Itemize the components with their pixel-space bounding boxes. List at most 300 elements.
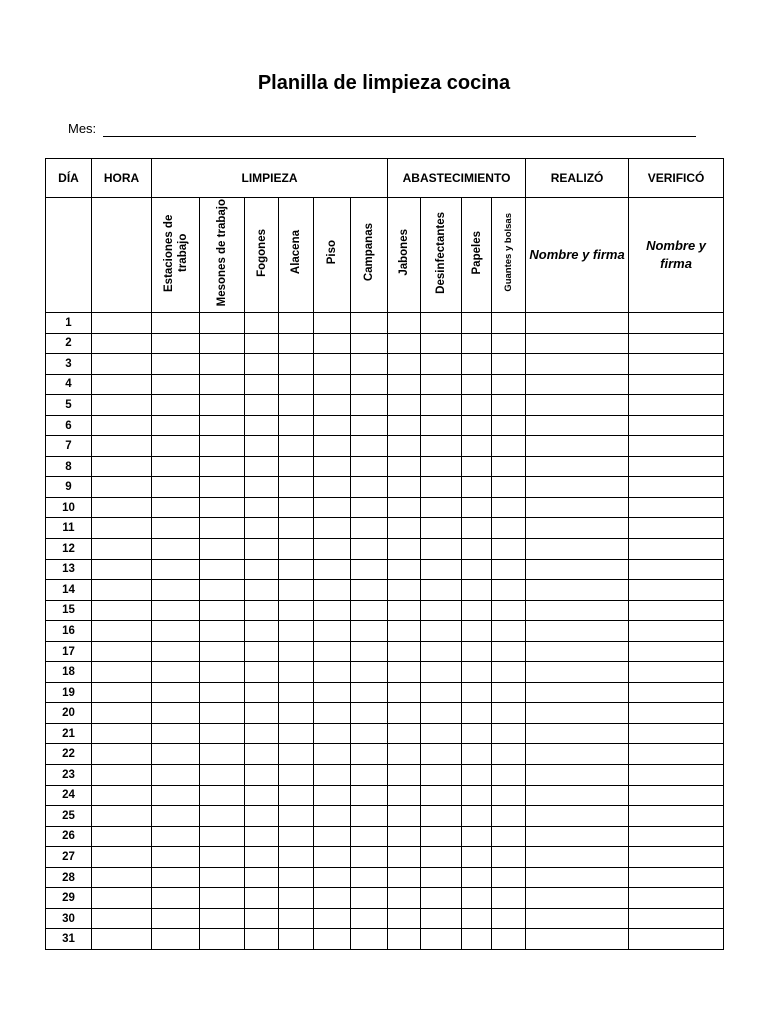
table-cell[interactable] [492, 621, 526, 642]
table-cell[interactable] [152, 847, 200, 868]
table-cell[interactable] [388, 497, 421, 518]
table-cell[interactable] [200, 354, 245, 375]
table-cell[interactable] [245, 744, 279, 765]
table-cell[interactable] [351, 908, 388, 929]
table-cell[interactable] [200, 518, 245, 539]
table-cell[interactable] [421, 580, 462, 601]
table-cell[interactable] [152, 682, 200, 703]
table-cell[interactable] [462, 395, 492, 416]
table-cell[interactable] [314, 539, 351, 560]
table-cell[interactable] [421, 847, 462, 868]
table-cell[interactable] [629, 456, 724, 477]
table-cell[interactable] [92, 908, 152, 929]
table-cell[interactable] [92, 539, 152, 560]
table-cell[interactable] [279, 621, 314, 642]
table-cell[interactable] [462, 682, 492, 703]
table-cell[interactable] [92, 703, 152, 724]
table-cell[interactable] [279, 456, 314, 477]
table-cell[interactable] [279, 765, 314, 786]
table-cell[interactable] [314, 641, 351, 662]
table-cell[interactable] [200, 600, 245, 621]
table-cell[interactable] [462, 806, 492, 827]
table-cell[interactable] [245, 333, 279, 354]
table-cell[interactable] [629, 785, 724, 806]
table-cell[interactable] [351, 415, 388, 436]
table-cell[interactable] [279, 436, 314, 457]
table-cell[interactable] [526, 518, 629, 539]
table-cell[interactable] [92, 744, 152, 765]
table-cell[interactable] [492, 723, 526, 744]
table-cell[interactable] [152, 600, 200, 621]
table-cell[interactable] [279, 497, 314, 518]
table-cell[interactable] [351, 600, 388, 621]
table-cell[interactable] [462, 888, 492, 909]
table-cell[interactable] [388, 744, 421, 765]
table-cell[interactable] [152, 374, 200, 395]
table-cell[interactable] [526, 847, 629, 868]
table-cell[interactable] [421, 723, 462, 744]
table-cell[interactable] [92, 888, 152, 909]
table-cell[interactable] [492, 354, 526, 375]
table-cell[interactable] [526, 908, 629, 929]
table-cell[interactable] [200, 806, 245, 827]
table-cell[interactable] [492, 333, 526, 354]
table-cell[interactable] [351, 456, 388, 477]
table-cell[interactable] [279, 313, 314, 334]
table-cell[interactable] [314, 559, 351, 580]
table-cell[interactable] [314, 497, 351, 518]
table-cell[interactable] [200, 847, 245, 868]
table-cell[interactable] [351, 477, 388, 498]
table-cell[interactable] [279, 682, 314, 703]
table-cell[interactable] [526, 333, 629, 354]
table-cell[interactable] [314, 621, 351, 642]
table-cell[interactable] [200, 580, 245, 601]
table-cell[interactable] [421, 929, 462, 950]
table-cell[interactable] [314, 682, 351, 703]
table-cell[interactable] [245, 929, 279, 950]
table-cell[interactable] [200, 621, 245, 642]
table-cell[interactable] [526, 723, 629, 744]
table-cell[interactable] [152, 908, 200, 929]
table-cell[interactable] [351, 888, 388, 909]
table-cell[interactable] [492, 477, 526, 498]
table-cell[interactable] [492, 518, 526, 539]
table-cell[interactable] [314, 415, 351, 436]
table-cell[interactable] [629, 580, 724, 601]
table-cell[interactable] [245, 621, 279, 642]
table-cell[interactable] [492, 415, 526, 436]
table-cell[interactable] [314, 806, 351, 827]
table-cell[interactable] [351, 806, 388, 827]
table-cell[interactable] [388, 621, 421, 642]
table-cell[interactable] [351, 929, 388, 950]
table-cell[interactable] [492, 456, 526, 477]
table-cell[interactable] [526, 456, 629, 477]
table-cell[interactable] [492, 497, 526, 518]
table-cell[interactable] [492, 929, 526, 950]
table-cell[interactable] [629, 313, 724, 334]
table-cell[interactable] [388, 600, 421, 621]
table-cell[interactable] [492, 641, 526, 662]
table-cell[interactable] [526, 641, 629, 662]
table-cell[interactable] [152, 765, 200, 786]
table-cell[interactable] [526, 313, 629, 334]
table-cell[interactable] [388, 539, 421, 560]
table-cell[interactable] [200, 662, 245, 683]
table-cell[interactable] [629, 662, 724, 683]
table-cell[interactable] [245, 847, 279, 868]
table-cell[interactable] [200, 559, 245, 580]
table-cell[interactable] [92, 785, 152, 806]
table-cell[interactable] [152, 559, 200, 580]
table-cell[interactable] [492, 313, 526, 334]
table-cell[interactable] [462, 703, 492, 724]
table-cell[interactable] [351, 539, 388, 560]
table-cell[interactable] [388, 641, 421, 662]
table-cell[interactable] [92, 723, 152, 744]
table-cell[interactable] [388, 415, 421, 436]
table-cell[interactable] [314, 333, 351, 354]
table-cell[interactable] [351, 723, 388, 744]
table-cell[interactable] [388, 723, 421, 744]
table-cell[interactable] [245, 497, 279, 518]
table-cell[interactable] [279, 888, 314, 909]
table-cell[interactable] [462, 559, 492, 580]
table-cell[interactable] [200, 703, 245, 724]
table-cell[interactable] [92, 662, 152, 683]
table-cell[interactable] [388, 765, 421, 786]
table-cell[interactable] [421, 374, 462, 395]
table-cell[interactable] [388, 682, 421, 703]
table-cell[interactable] [526, 785, 629, 806]
table-cell[interactable] [526, 682, 629, 703]
table-cell[interactable] [152, 354, 200, 375]
table-cell[interactable] [200, 765, 245, 786]
table-cell[interactable] [629, 888, 724, 909]
table-cell[interactable] [279, 580, 314, 601]
table-cell[interactable] [351, 867, 388, 888]
table-cell[interactable] [462, 477, 492, 498]
table-cell[interactable] [526, 477, 629, 498]
table-cell[interactable] [351, 641, 388, 662]
table-cell[interactable] [629, 539, 724, 560]
table-cell[interactable] [462, 436, 492, 457]
table-cell[interactable] [279, 744, 314, 765]
table-cell[interactable] [351, 518, 388, 539]
table-cell[interactable] [152, 436, 200, 457]
table-cell[interactable] [526, 703, 629, 724]
table-cell[interactable] [92, 826, 152, 847]
table-cell[interactable] [152, 785, 200, 806]
table-cell[interactable] [526, 374, 629, 395]
table-cell[interactable] [492, 600, 526, 621]
table-cell[interactable] [92, 395, 152, 416]
table-cell[interactable] [314, 477, 351, 498]
table-cell[interactable] [245, 641, 279, 662]
table-cell[interactable] [462, 539, 492, 560]
table-cell[interactable] [152, 313, 200, 334]
table-cell[interactable] [152, 867, 200, 888]
table-cell[interactable] [421, 539, 462, 560]
table-cell[interactable] [492, 682, 526, 703]
month-input-line[interactable] [103, 136, 696, 137]
table-cell[interactable] [462, 518, 492, 539]
table-cell[interactable] [152, 580, 200, 601]
table-cell[interactable] [492, 559, 526, 580]
table-cell[interactable] [200, 477, 245, 498]
table-cell[interactable] [279, 908, 314, 929]
table-cell[interactable] [629, 744, 724, 765]
table-cell[interactable] [200, 539, 245, 560]
table-cell[interactable] [200, 682, 245, 703]
table-cell[interactable] [314, 847, 351, 868]
table-cell[interactable] [462, 456, 492, 477]
table-cell[interactable] [92, 436, 152, 457]
table-cell[interactable] [492, 374, 526, 395]
table-cell[interactable] [279, 723, 314, 744]
table-cell[interactable] [279, 600, 314, 621]
table-cell[interactable] [526, 497, 629, 518]
table-cell[interactable] [314, 908, 351, 929]
table-cell[interactable] [421, 559, 462, 580]
table-cell[interactable] [245, 908, 279, 929]
table-cell[interactable] [279, 806, 314, 827]
table-cell[interactable] [200, 497, 245, 518]
table-cell[interactable] [200, 374, 245, 395]
table-cell[interactable] [314, 785, 351, 806]
table-cell[interactable] [92, 374, 152, 395]
table-cell[interactable] [314, 723, 351, 744]
table-cell[interactable] [421, 703, 462, 724]
table-cell[interactable] [92, 415, 152, 436]
table-cell[interactable] [388, 333, 421, 354]
table-cell[interactable] [526, 806, 629, 827]
table-cell[interactable] [462, 929, 492, 950]
table-cell[interactable] [388, 785, 421, 806]
table-cell[interactable] [245, 559, 279, 580]
table-cell[interactable] [421, 765, 462, 786]
table-cell[interactable] [314, 929, 351, 950]
table-cell[interactable] [152, 641, 200, 662]
table-cell[interactable] [152, 703, 200, 724]
table-cell[interactable] [492, 662, 526, 683]
table-cell[interactable] [421, 333, 462, 354]
table-cell[interactable] [629, 867, 724, 888]
table-cell[interactable] [92, 497, 152, 518]
table-cell[interactable] [92, 847, 152, 868]
table-cell[interactable] [92, 456, 152, 477]
table-cell[interactable] [92, 559, 152, 580]
table-cell[interactable] [462, 580, 492, 601]
table-cell[interactable] [526, 354, 629, 375]
table-cell[interactable] [629, 682, 724, 703]
table-cell[interactable] [314, 867, 351, 888]
table-cell[interactable] [152, 333, 200, 354]
table-cell[interactable] [388, 929, 421, 950]
table-cell[interactable] [526, 929, 629, 950]
table-cell[interactable] [314, 436, 351, 457]
table-cell[interactable] [152, 888, 200, 909]
table-cell[interactable] [245, 456, 279, 477]
table-cell[interactable] [492, 395, 526, 416]
table-cell[interactable] [351, 333, 388, 354]
table-cell[interactable] [314, 354, 351, 375]
table-cell[interactable] [462, 600, 492, 621]
table-cell[interactable] [279, 333, 314, 354]
table-cell[interactable] [152, 826, 200, 847]
table-cell[interactable] [314, 703, 351, 724]
table-cell[interactable] [351, 559, 388, 580]
table-cell[interactable] [462, 662, 492, 683]
table-cell[interactable] [388, 456, 421, 477]
table-cell[interactable] [492, 703, 526, 724]
table-cell[interactable] [421, 313, 462, 334]
table-cell[interactable] [351, 395, 388, 416]
table-cell[interactable] [526, 600, 629, 621]
table-cell[interactable] [200, 456, 245, 477]
table-cell[interactable] [245, 765, 279, 786]
table-cell[interactable] [92, 867, 152, 888]
table-cell[interactable] [314, 395, 351, 416]
table-cell[interactable] [351, 313, 388, 334]
table-cell[interactable] [462, 354, 492, 375]
table-cell[interactable] [629, 333, 724, 354]
table-cell[interactable] [314, 518, 351, 539]
table-cell[interactable] [462, 867, 492, 888]
table-cell[interactable] [279, 518, 314, 539]
table-cell[interactable] [462, 313, 492, 334]
table-cell[interactable] [351, 744, 388, 765]
table-cell[interactable] [462, 333, 492, 354]
table-cell[interactable] [92, 580, 152, 601]
table-cell[interactable] [314, 826, 351, 847]
table-cell[interactable] [526, 559, 629, 580]
table-cell[interactable] [245, 888, 279, 909]
table-cell[interactable] [200, 888, 245, 909]
table-cell[interactable] [421, 826, 462, 847]
table-cell[interactable] [314, 580, 351, 601]
table-cell[interactable] [526, 436, 629, 457]
table-cell[interactable] [245, 354, 279, 375]
table-cell[interactable] [421, 600, 462, 621]
table-cell[interactable] [526, 621, 629, 642]
table-cell[interactable] [279, 559, 314, 580]
table-cell[interactable] [629, 354, 724, 375]
table-cell[interactable] [152, 929, 200, 950]
table-cell[interactable] [351, 682, 388, 703]
table-cell[interactable] [462, 744, 492, 765]
table-cell[interactable] [526, 580, 629, 601]
table-cell[interactable] [388, 374, 421, 395]
table-cell[interactable] [152, 456, 200, 477]
table-cell[interactable] [314, 744, 351, 765]
table-cell[interactable] [245, 374, 279, 395]
table-cell[interactable] [526, 867, 629, 888]
table-cell[interactable] [200, 826, 245, 847]
table-cell[interactable] [314, 456, 351, 477]
table-cell[interactable] [279, 847, 314, 868]
table-cell[interactable] [92, 641, 152, 662]
table-cell[interactable] [245, 785, 279, 806]
table-cell[interactable] [200, 744, 245, 765]
table-cell[interactable] [629, 395, 724, 416]
table-cell[interactable] [351, 785, 388, 806]
table-cell[interactable] [314, 888, 351, 909]
table-cell[interactable] [279, 785, 314, 806]
table-cell[interactable] [421, 395, 462, 416]
table-cell[interactable] [421, 682, 462, 703]
table-cell[interactable] [152, 477, 200, 498]
table-cell[interactable] [462, 765, 492, 786]
table-cell[interactable] [388, 580, 421, 601]
table-cell[interactable] [279, 703, 314, 724]
table-cell[interactable] [388, 662, 421, 683]
table-cell[interactable] [245, 867, 279, 888]
table-cell[interactable] [388, 395, 421, 416]
table-cell[interactable] [200, 313, 245, 334]
table-cell[interactable] [629, 765, 724, 786]
table-cell[interactable] [526, 765, 629, 786]
table-cell[interactable] [152, 415, 200, 436]
table-cell[interactable] [388, 703, 421, 724]
table-cell[interactable] [279, 374, 314, 395]
table-cell[interactable] [200, 785, 245, 806]
table-cell[interactable] [492, 826, 526, 847]
table-cell[interactable] [388, 908, 421, 929]
table-cell[interactable] [152, 806, 200, 827]
table-cell[interactable] [421, 354, 462, 375]
table-cell[interactable] [351, 354, 388, 375]
table-cell[interactable] [351, 662, 388, 683]
table-cell[interactable] [152, 744, 200, 765]
table-cell[interactable] [245, 826, 279, 847]
table-cell[interactable] [92, 682, 152, 703]
table-cell[interactable] [629, 703, 724, 724]
table-cell[interactable] [314, 313, 351, 334]
table-cell[interactable] [492, 539, 526, 560]
table-cell[interactable] [351, 374, 388, 395]
table-cell[interactable] [245, 313, 279, 334]
table-cell[interactable] [152, 723, 200, 744]
table-cell[interactable] [526, 888, 629, 909]
table-cell[interactable] [462, 908, 492, 929]
table-cell[interactable] [462, 374, 492, 395]
table-cell[interactable] [526, 744, 629, 765]
table-cell[interactable] [462, 415, 492, 436]
table-cell[interactable] [492, 806, 526, 827]
table-cell[interactable] [279, 641, 314, 662]
table-cell[interactable] [492, 436, 526, 457]
table-cell[interactable] [314, 374, 351, 395]
table-cell[interactable] [526, 395, 629, 416]
table-cell[interactable] [492, 744, 526, 765]
table-cell[interactable] [526, 826, 629, 847]
table-cell[interactable] [200, 395, 245, 416]
table-cell[interactable] [92, 806, 152, 827]
table-cell[interactable] [629, 641, 724, 662]
table-cell[interactable] [421, 744, 462, 765]
table-cell[interactable] [351, 497, 388, 518]
table-cell[interactable] [421, 518, 462, 539]
table-cell[interactable] [245, 395, 279, 416]
table-cell[interactable] [629, 723, 724, 744]
table-cell[interactable] [92, 354, 152, 375]
table-cell[interactable] [388, 518, 421, 539]
table-cell[interactable] [629, 847, 724, 868]
table-cell[interactable] [200, 929, 245, 950]
table-cell[interactable] [629, 436, 724, 457]
